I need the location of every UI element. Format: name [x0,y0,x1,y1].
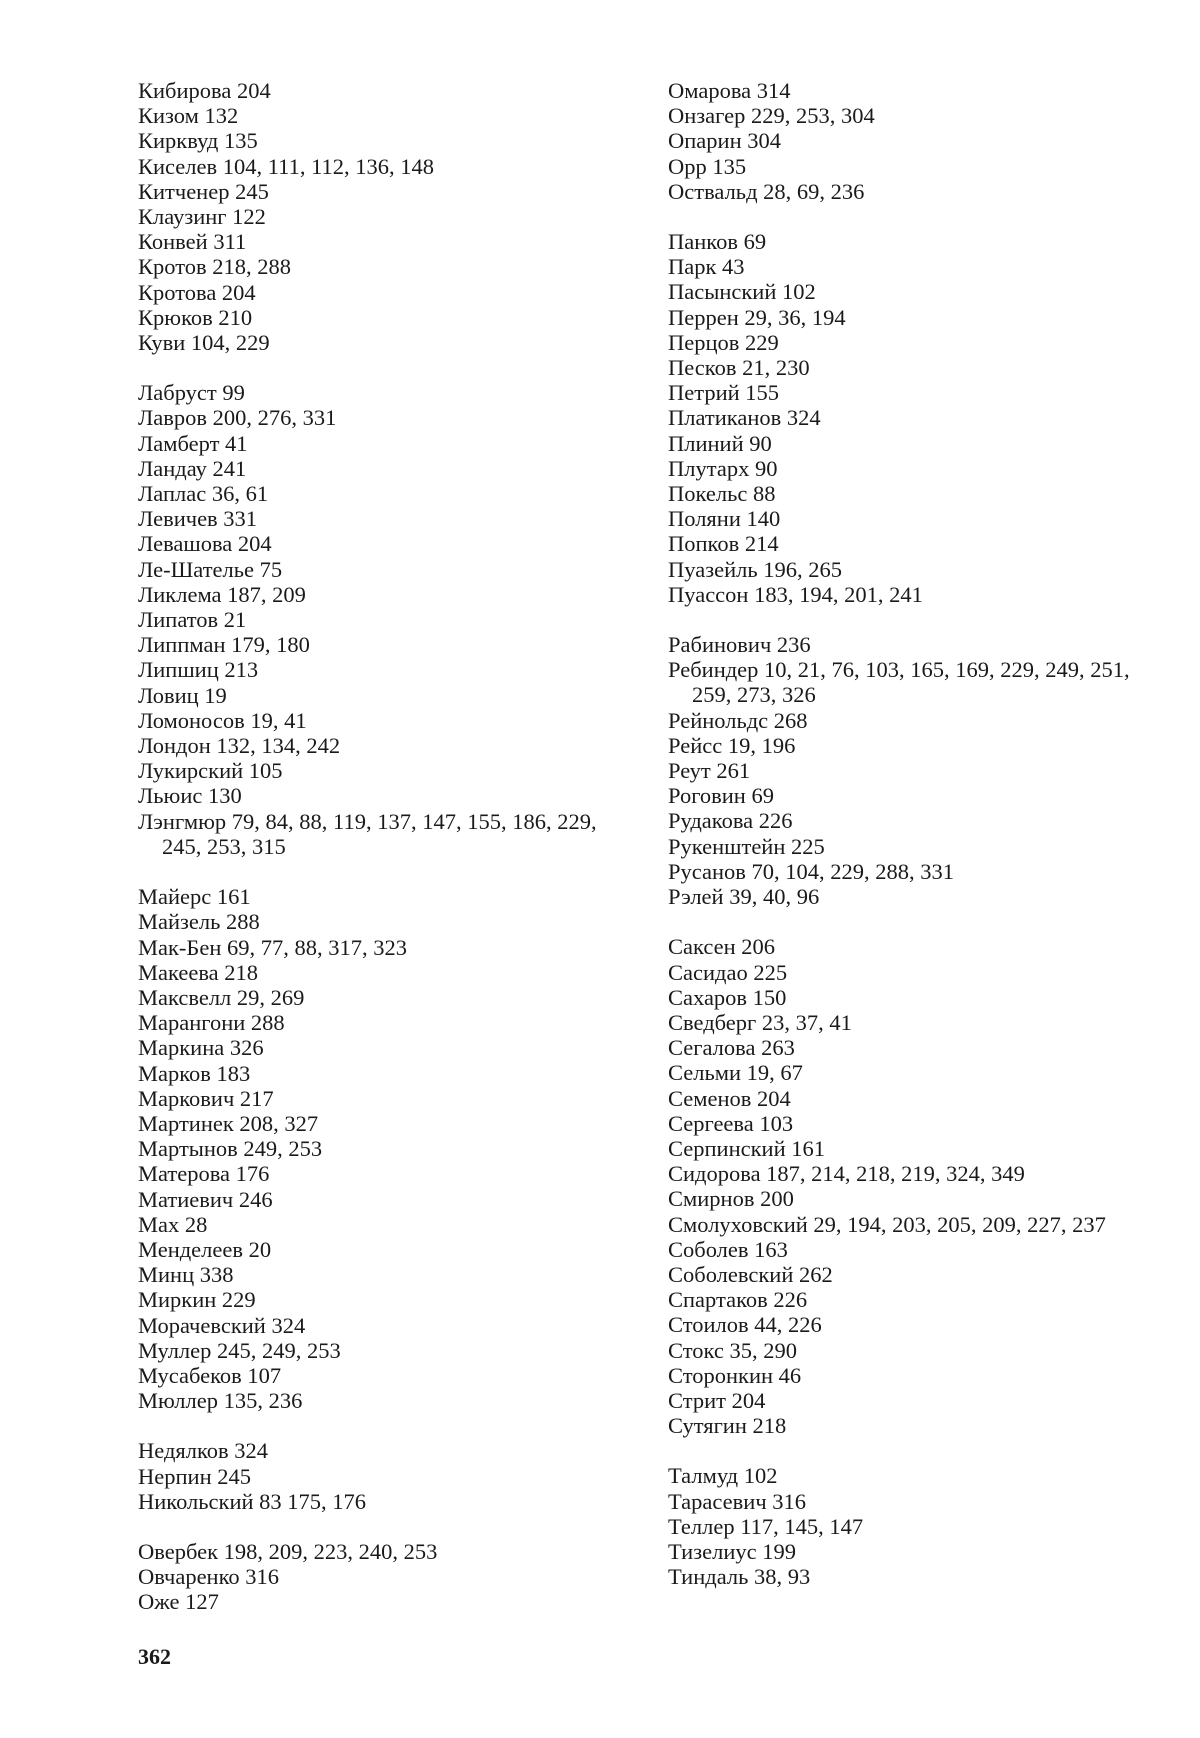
index-entry: Мусабеков 107 [138,1362,282,1388]
index-entry: Сутягин 218 [668,1413,787,1439]
index-entry: Онзагер 229, 253, 304 [668,103,875,129]
index-entry: Кизом 132 [138,103,239,129]
index-entry: Сахаров 150 [668,984,787,1010]
index-entry: Миркин 229 [138,1287,256,1313]
index-entry: Майзель 288 [138,909,260,935]
index-entry: Тиндаль 38, 93 [668,1564,811,1590]
index-entry: Кибирова 204 [138,78,271,103]
index-entry: Омарова 314 [668,78,791,103]
index-entry: Стрит 204 [668,1387,766,1413]
index-entry: Пуассон 183, 194, 201, 241 [668,581,923,607]
index-entry: Матиевич 246 [138,1186,273,1212]
index-entry: Сегалова 263 [668,1035,795,1061]
index-entry: Попков 214 [668,531,779,557]
index-entry: Ламберт 41 [138,430,248,456]
index-entry: Сидорова 187, 214, 218, 219, 324, 349 [668,1161,1025,1187]
index-entry: Теллер 117, 145, 147 [668,1513,864,1539]
index-entry: Сергеева 103 [668,1110,794,1136]
index-entry: Ле-Шателье 75 [138,556,283,582]
index-entry: Клаузинг 122 [138,204,266,230]
index-entry: Китченер 245 [138,178,269,204]
index-entry: Соболевский 262 [668,1261,833,1287]
index-entry: Смолуховский 29, 194, 203, 205, 209, 227, 237 [668,1211,1106,1237]
index-entry: Лэнгмюр 79, 84, 88, 119, 137, 147, 155, 186, 229, 245, 253, 315 [138,808,597,859]
index-entry: Тизелиус 199 [668,1538,796,1564]
index-entry: Перрен 29, 36, 194 [668,304,846,330]
index-entry: Лукирский 105 [138,758,283,784]
index-letter-group [138,1438,608,1514]
index-entry: Рейнольдс 268 [668,707,808,733]
index-entry: Нерпин 245 [138,1463,251,1489]
index-entry: Майерс 161 [138,884,251,910]
index-letter-group [668,78,1146,204]
index-entry: Панков 69 [668,229,767,255]
index-entry: Лаплас 36, 61 [138,481,269,507]
index-entry: Макеева 218 [138,959,259,985]
index-entry: Мюллер 135, 236 [138,1388,303,1414]
index-entry: Мартынов 249, 253 [138,1136,323,1162]
index-entry: Плиний 90 [668,430,772,456]
index-entry: Пуазейль 196, 265 [668,556,842,582]
index-column-left [138,78,608,1640]
index-entry: Покельс 88 [668,481,776,507]
index-entry: Стоилов 44, 226 [668,1312,822,1338]
index-entry: Липатов 21 [138,607,247,633]
index-entry: Маркина 326 [138,1035,264,1061]
index-entry: Спартаков 226 [668,1287,808,1313]
index-letter-group [668,1463,1146,1589]
index-letter-group [138,1539,608,1615]
index-entry: Кротова 204 [138,279,256,305]
index-entry: Серпинский 161 [668,1135,826,1161]
index-entry: Саксен 206 [668,934,776,960]
page-number: 362 [138,1644,171,1669]
index-entry: Куви 104, 229 [138,330,270,356]
index-entry: Сторонкин 46 [668,1362,802,1388]
index-entry: Менделеев 20 [138,1236,272,1262]
index-entry: Кротов 218, 288 [138,254,291,280]
index-entry: Плутарх 90 [668,455,778,481]
index-entry: Сасидао 225 [668,959,788,985]
index-entry: Морачевский 324 [138,1312,306,1338]
index-entry: Липпман 179, 180 [138,632,310,658]
index-entry: Максвелл 29, 269 [138,984,305,1010]
index-entry: Реут 261 [668,758,751,784]
index-entry: Недялков 324 [138,1438,269,1464]
index-entry: Маркович 217 [138,1085,274,1111]
index-entry: Рукенштейн 225 [668,833,825,859]
index-entry: Ребиндер 10, 21, 76, 103, 165, 169, 229, 249, 251, 259, 273, 326 [668,657,1130,708]
index-entry: Петрий 155 [668,380,780,406]
index-entry: Стокс 35, 290 [668,1337,797,1363]
index-entry: Песков 21, 230 [668,355,810,381]
index-entry: Никольский 83 175, 176 [138,1488,367,1514]
index-entry: Марков 183 [138,1060,251,1086]
index-entry: Левашова 204 [138,531,272,557]
index-entry: Ловиц 19 [138,682,227,708]
index-entry: Лабруст 99 [138,380,245,406]
index-entry: Рудакова 226 [668,808,793,834]
index-entry: Опарин 304 [668,128,781,154]
index-entry: Орр 135 [668,153,747,179]
index-entry: Платиканов 324 [668,405,821,431]
index-entry: Конвей 311 [138,229,247,255]
index-entry: Марангони 288 [138,1010,285,1036]
index-letter-group [138,380,608,859]
index-entry: Рейсс 19, 196 [668,732,796,758]
index-entry: Мах 28 [138,1211,208,1237]
index-entry: Липшиц 213 [138,657,259,683]
index-letter-group [138,884,608,1413]
index-entry: Овчаренко 316 [138,1564,280,1590]
index-entry: Перцов 229 [668,329,779,355]
index-entry: Мартинек 208, 327 [138,1110,319,1136]
index-entry: Пасынский 102 [668,279,816,305]
index-entry: Ломоносов 19, 41 [138,707,307,733]
index-entry: Лондон 132, 134, 242 [138,733,341,759]
index-entry: Кирквуд 135 [138,128,258,154]
index-entry: Соболев 163 [668,1236,788,1262]
index-entry: Оже 127 [138,1589,219,1615]
index-entry: Роговин 69 [668,783,774,809]
index-entry: Крюков 210 [138,304,253,330]
index-entry: Оствальд 28, 69, 236 [668,178,865,204]
index-entry: Овербек 198, 209, 223, 240, 253 [138,1538,438,1564]
index-letter-group [138,78,608,355]
index-entry: Сведберг 23, 37, 41 [668,1009,852,1035]
index-entry: Минц 338 [138,1262,234,1288]
index-entry: Тарасевич 316 [668,1488,807,1514]
index-entry: Парк 43 [668,254,745,280]
index-entry: Ландау 241 [138,455,247,481]
index-entry: Рабинович 236 [668,632,811,658]
index-letter-group [668,229,1146,607]
index-entry: Смирнов 200 [668,1186,794,1212]
index-entry: Льюис 130 [138,783,242,809]
index-entry: Киселев 104, 111, 112, 136, 148 [138,153,435,179]
index-entry: Талмуд 102 [668,1463,778,1489]
index-letter-group [668,934,1146,1438]
index-entry: Мак-Бен 69, 77, 88, 317, 323 [138,934,407,960]
index-entry: Лавров 200, 276, 331 [138,405,337,431]
index-entry: Семенов 204 [668,1085,791,1111]
index-entry: Матерова 176 [138,1161,270,1187]
index-column-right [668,78,1146,1614]
index-entry: Левичев 331 [138,506,258,532]
index-entry: Ликлема 187, 209 [138,581,306,607]
index-letter-group [668,632,1146,909]
index-entry: Рэлей 39, 40, 96 [668,884,820,910]
index-entry: Муллер 245, 249, 253 [138,1337,341,1363]
index-entry: Поляни 140 [668,506,781,532]
index-entry: Русанов 70, 104, 229, 288, 331 [668,858,955,884]
index-entry: Сельми 19, 67 [668,1060,803,1086]
